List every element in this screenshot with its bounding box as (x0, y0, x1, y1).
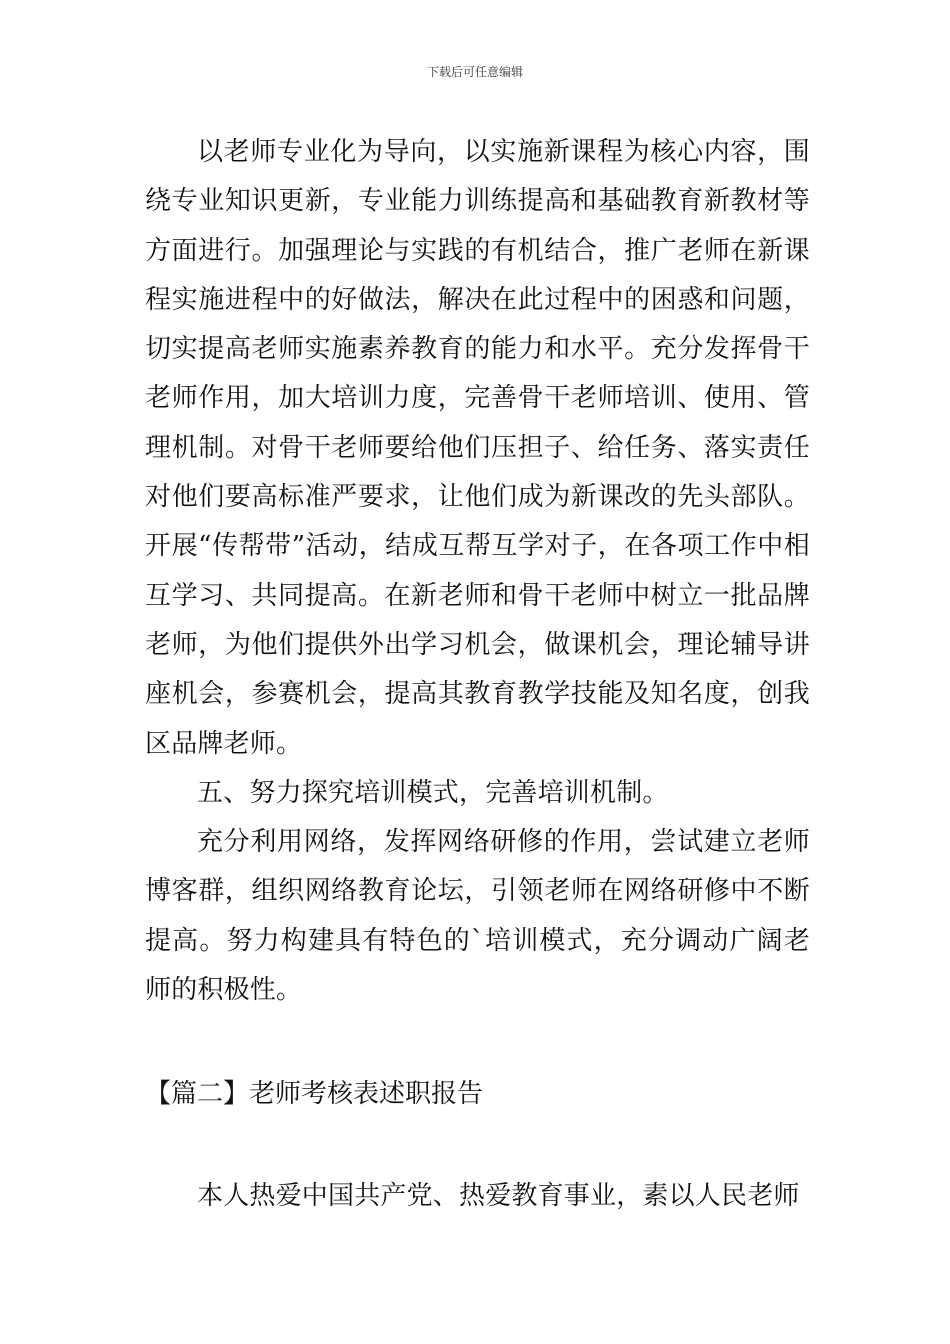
document-body (145, 128, 810, 1015)
page-header-note: 下载后可任意编辑 (426, 65, 523, 79)
paragraph-teacher-training: 以老师专业化为导向，以实施新课程为核心内容，围绕专业知识更新，专业能力训练提高和基础教育新教材等方面进行。加强理论与实践的有机结合，推广老师在新课程实施进程中的好做法，解决在此过程中的困惑和问题，切实提高老师实施素养教育的能力和水平。充分发挥骨干老师作用，加大培训力度，完善骨干老师培训、使用、管理机制。对骨干老师要给他们压担子、给任务、落实责任对他们要高标准严要求，让他们成为新课改的先头部队。开展“传帮带”活动，结成互帮互学对子，在各项工作中相互学习、共同提高。在新老师和骨干老师中树立一批品牌老师，为他们提供外出学习机会，做课机会，理论辅导讲座机会，参赛机会，提高其教育教学技能及知名度，创我区品牌老师。 (145, 137, 810, 759)
section-title: 【篇二】老师考核表述职报告 (145, 1079, 484, 1109)
paragraph-network-training: 充分利用网络，发挥网络研修的作用，尝试建立老师博客群，组织网络教育论坛，引领老师在网络研修中不断提高。努力构建具有特色的`培训模式，充分调动广阔老师的积极性。 (145, 827, 810, 1006)
document-body-continued (145, 1172, 810, 1221)
paragraph-self-introduction: 本人热爱中国共产党、热爱教育事业，素以人民老师 (197, 1181, 800, 1211)
paragraph-section-five-heading: 五、努力探究培训模式，完善培训机制。 (197, 777, 669, 808)
